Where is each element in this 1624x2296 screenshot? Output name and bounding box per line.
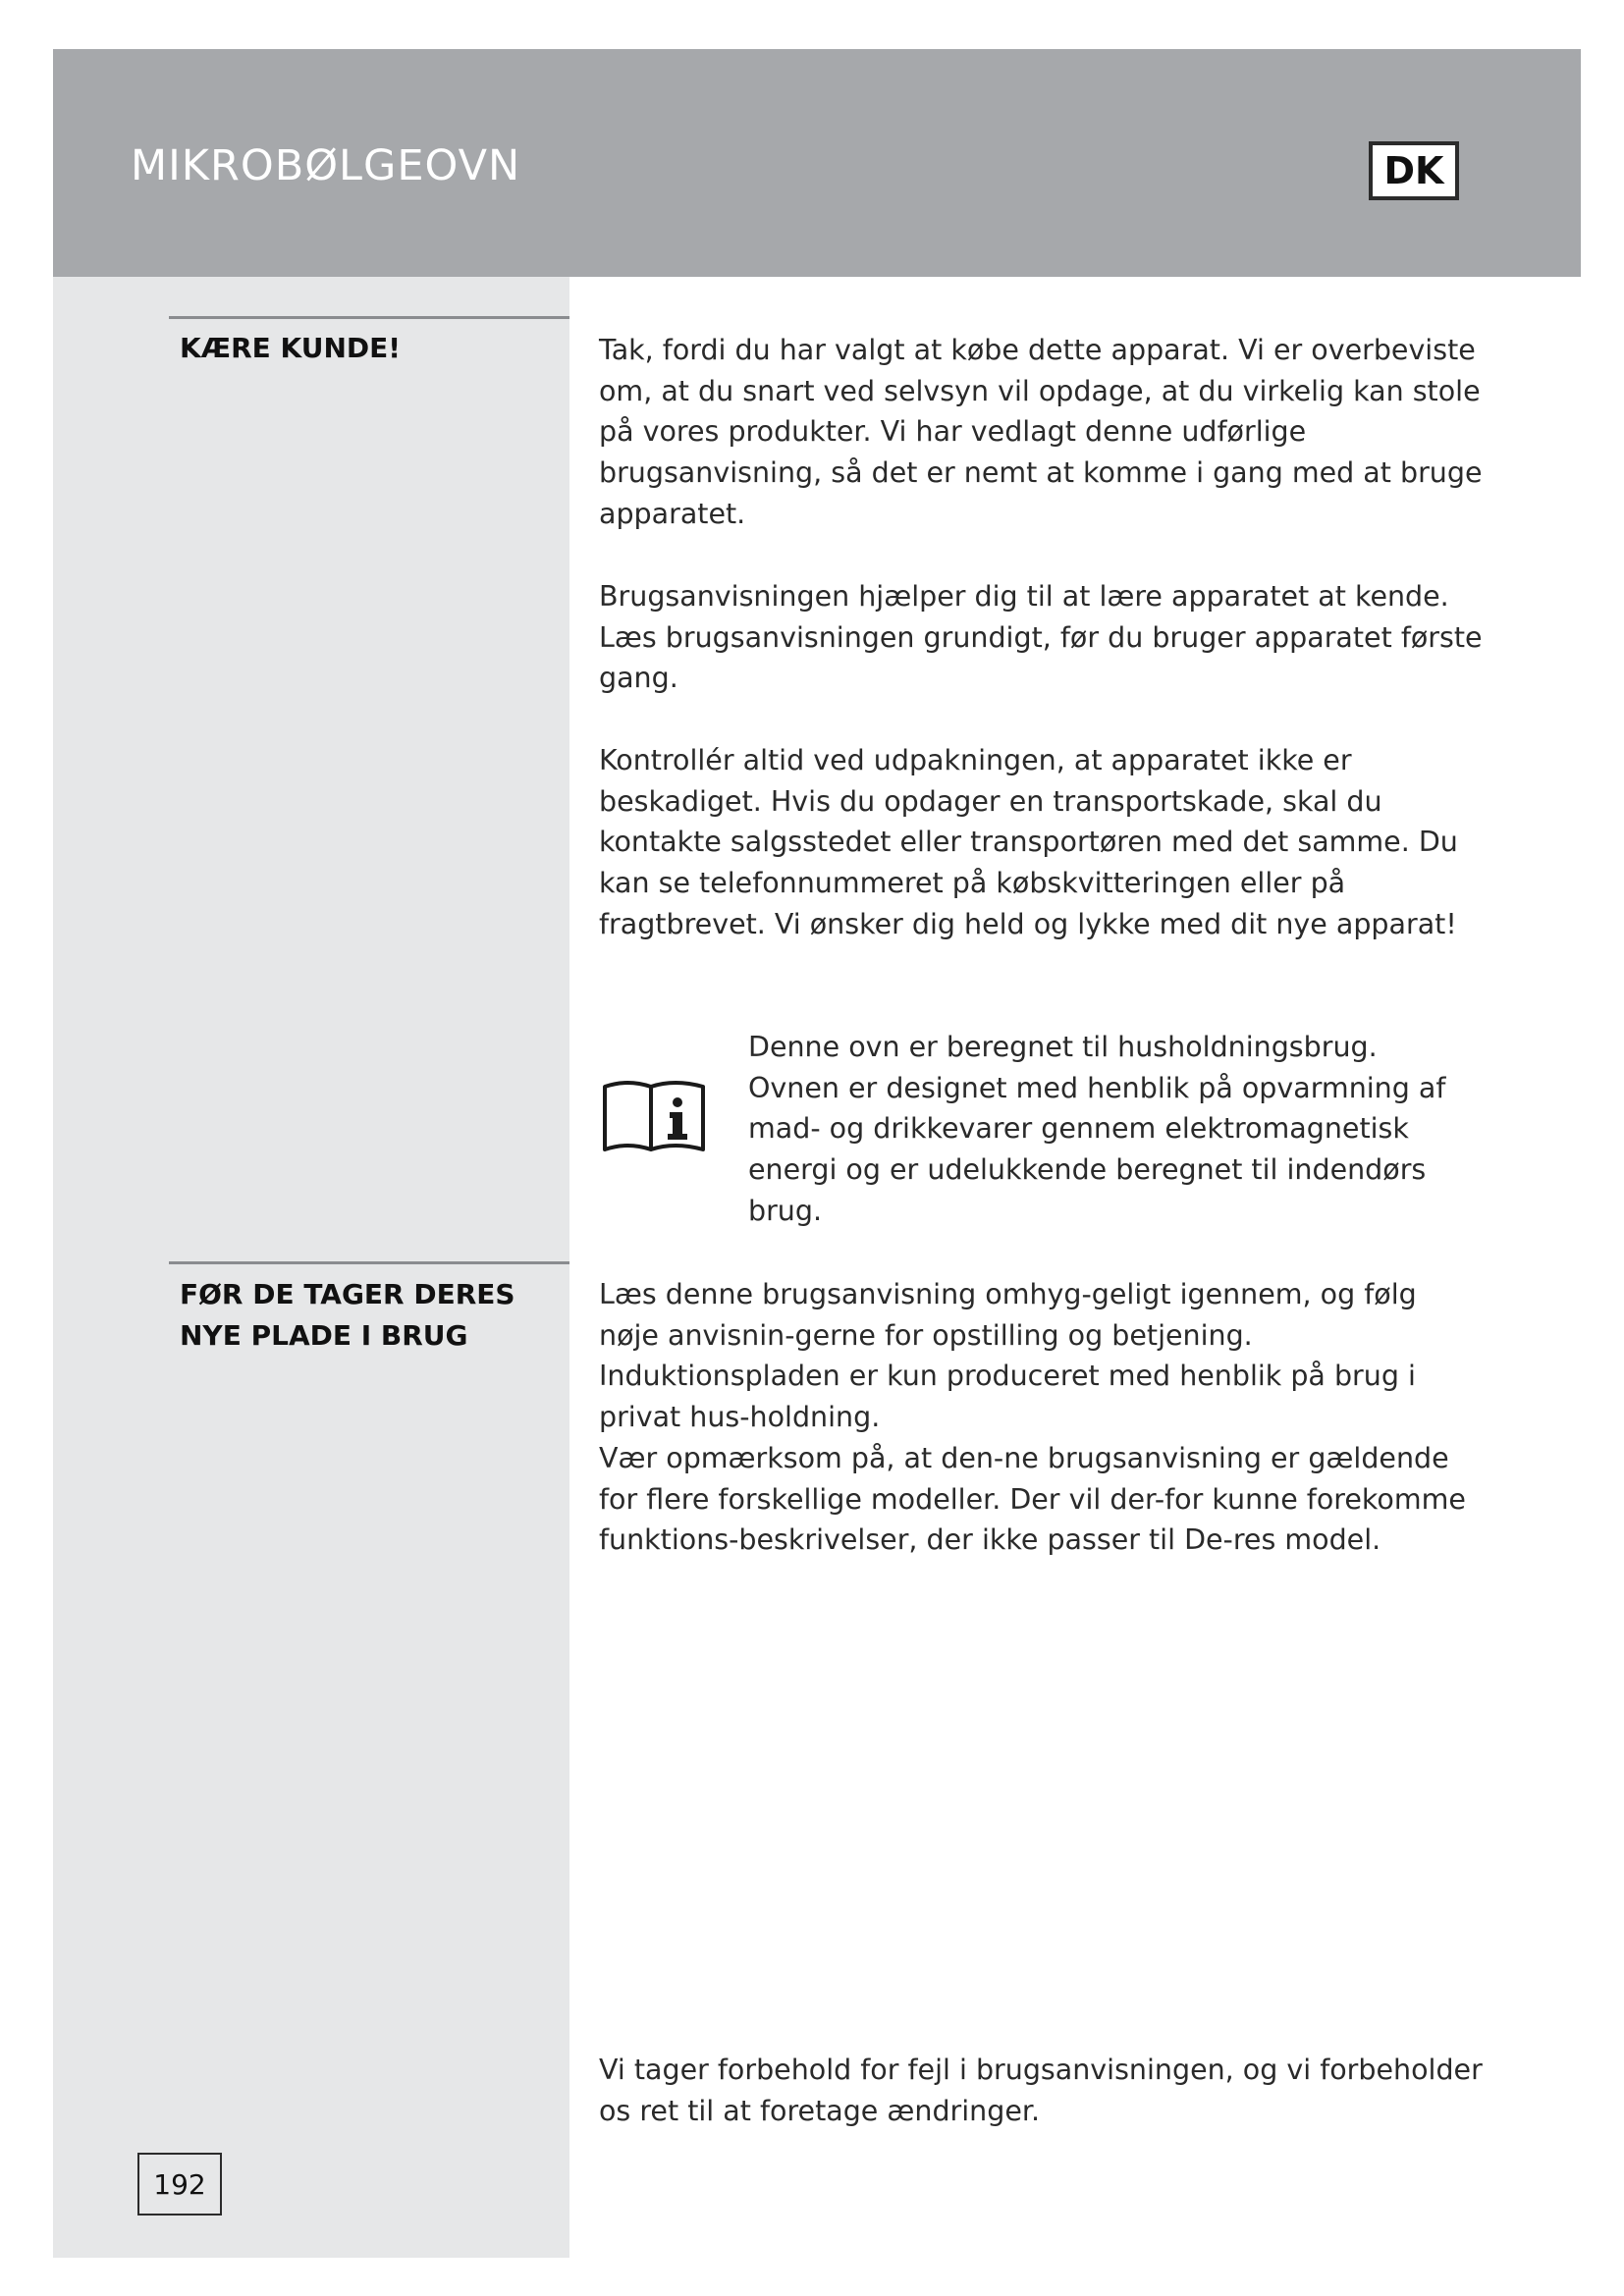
sidebar-column (53, 277, 569, 2258)
before-use-paragraph: Læs denne brugsanvisning omhyg-geligt igennem, og følg nøje anvisnin-gerne for opstilling og betjening. Induktionspladen er kun produceret med henblik på brug i privat hus-holdning. (599, 1278, 1417, 1434)
intro-paragraph: Tak, fordi du har valgt at købe dette apparat. Vi er overbeviste om, at du snart ved selvsyn vil opdage, at du virkelig kan stole på vores produkter. Vi har vedlagt denne udførlige brugsanvisning, så det er nemt at komme i gang med at bruge apparatet. (599, 334, 1483, 530)
language-badge: DK (1369, 141, 1459, 200)
page-title: MIKROBØLGEOVN (131, 141, 521, 190)
page-number: 192 (137, 2153, 222, 2216)
section-heading-before-use: FØR DE TAGER DERES NYE PLADE I BRUG (180, 1278, 515, 1352)
models-paragraph: Vær opmærksom på, at den-ne brugsanvisning er gældende for flere forskellige modeller. Der vil der-for kunne forekomme funktions-beskrivelser, der ikke passer til De-res model. (599, 1442, 1466, 1557)
section-divider (169, 1261, 569, 1264)
section-heading-dear-customer: KÆRE KUNDE! (180, 332, 402, 364)
unpacking-paragraph: Kontrollér altid ved udpakningen, at apparatet ikke er beskadiget. Hvis du opdager en transportskade, skal du kontakte salgsstedet eller transportøren med det samme. Du kan se telefonnummeret på købskvitteringen eller på fragtbrevet. Vi ønsker dig held og lykke med dit nye apparat! (599, 744, 1458, 940)
section-divider (169, 316, 569, 319)
manual-paragraph: Brugsanvisningen hjælper dig til at lære apparatet at kende. Læs brugsanvisningen grundigt, før du bruger apparatet første gang. (599, 580, 1483, 695)
manual-info-icon (601, 1073, 709, 1155)
info-note-text: Denne ovn er beregnet til husholdningsbrug. Ovnen er designet med henblik på opvarmning af mad- og drikkevarer gennem elektromagnetisk energi og er udelukkende beregnet til indendørs brug. (748, 1031, 1446, 1227)
disclaimer-paragraph: Vi tager forbehold for fejl i brugsanvisningen, og vi forbeholder os ret til at foretage ændringer. (599, 2054, 1483, 2127)
